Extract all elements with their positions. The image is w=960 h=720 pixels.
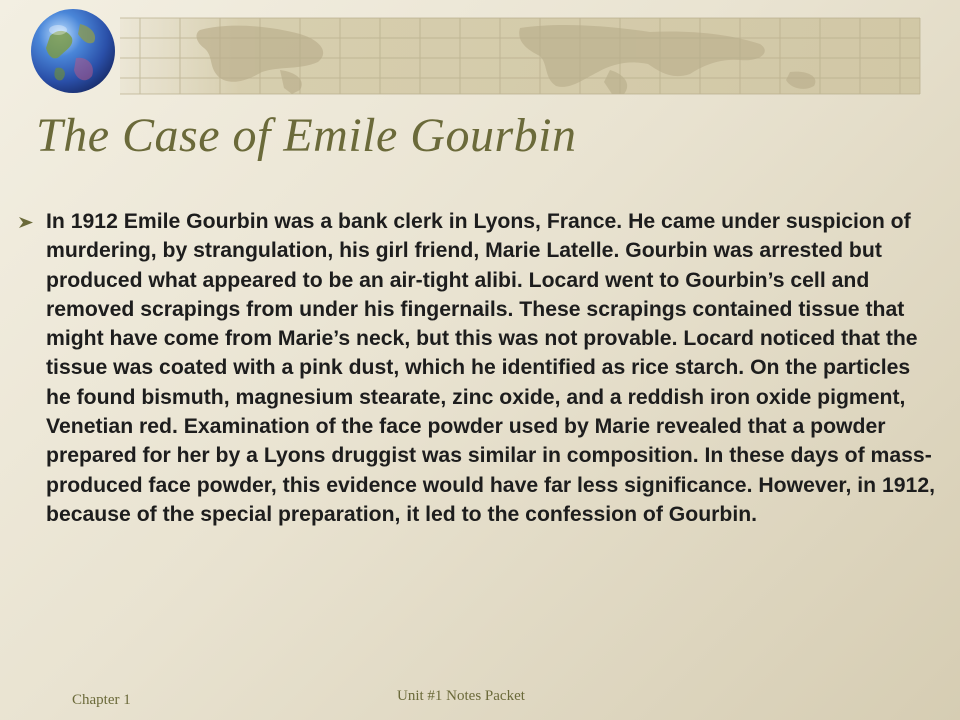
arrowhead-bullet-icon <box>18 216 34 229</box>
slide-title: The Case of Emile Gourbin <box>36 109 577 162</box>
footer-chapter: Chapter 1 <box>72 692 131 708</box>
bullet-text: In 1912 Emile Gourbin was a bank clerk in Lyons, France. He came under suspicion of murdering, by strangulation, his girl friend, Marie Latelle. Gourbin was arrested but produced what appeared to be an air-tight alibi. Locard went to Gourbin’s cell and removed scrapings from under his fingernails. These scrapings contained tissue that might have come from Marie’s neck, but this was not provable. Locard noticed that the tissue was coated with a pink dust, which he identified as rice starch. On the particles he found bismuth, magnesium stearate, zinc oxide, and a reddish iron oxide pigment, Venetian red. Examination of the face powder used by Marie revealed that a powder prepared for her by a Lyons druggist was similar in composition. In these days of mass-produced face powder, this evidence would have far less significance. However, in 1912, because of the special preparation, it led to the confession of Gourbin. <box>46 210 936 526</box>
map-grid-banner <box>0 0 960 100</box>
footer-packet: Unit #1 Notes Packet <box>397 688 525 704</box>
bullet-item <box>18 207 938 529</box>
body-bullet-list <box>18 207 938 529</box>
globe-icon <box>28 6 118 96</box>
